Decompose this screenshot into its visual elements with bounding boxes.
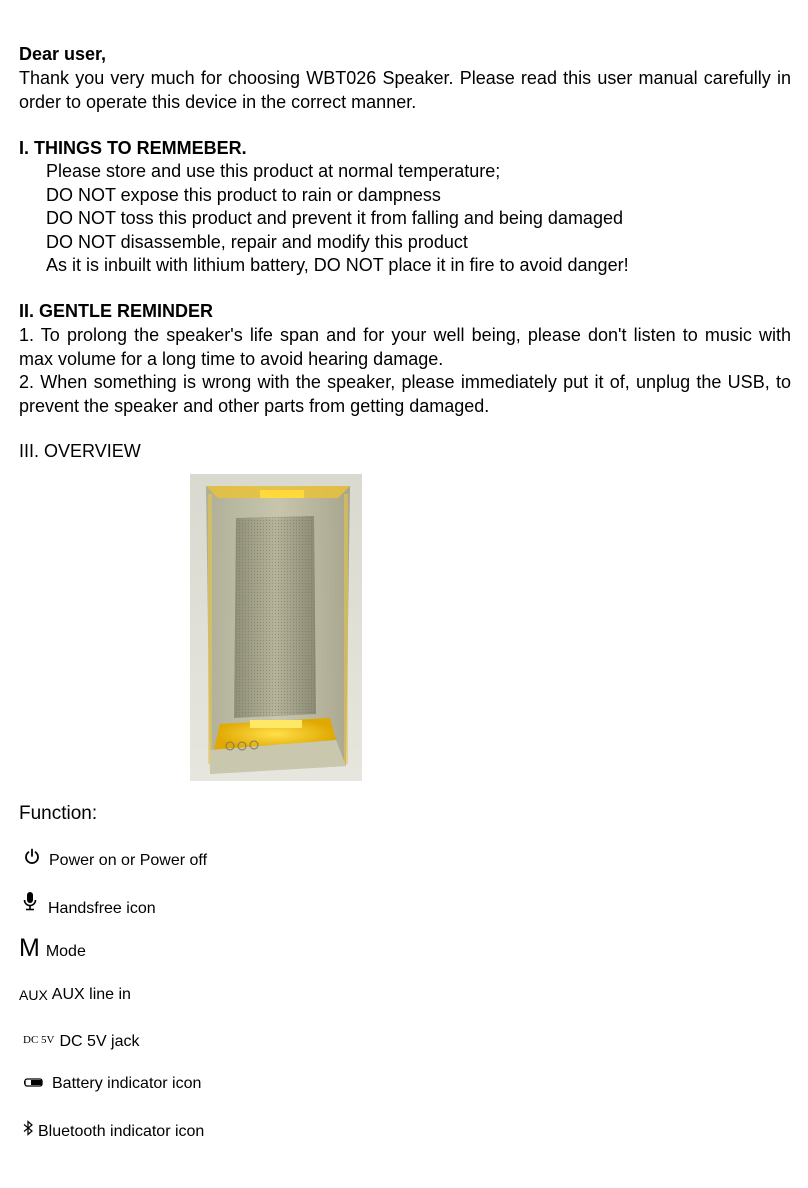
function-label: AUX line in xyxy=(51,986,131,1003)
section-1-heading: I. THINGS TO REMMEBER. xyxy=(19,138,247,158)
section-2-heading: II. GENTLE REMINDER xyxy=(19,301,214,321)
function-item xyxy=(19,891,156,918)
list-item: As it is inbuilt with lithium battery, DO NOT place it in fire to avoid danger! xyxy=(46,255,629,275)
function-item xyxy=(19,935,86,961)
reminder-item: 1. To prolong the speaker's life span and for your well being, please don't listen to music with max volume for a long time to avoid hearing damage. xyxy=(19,325,791,369)
function-item xyxy=(19,848,207,870)
function-label: DC 5V jack xyxy=(59,1033,140,1050)
function-label: Mode xyxy=(45,943,86,960)
intro-paragraph: Thank you very much for choosing WBT026 Speaker. Please read this user manual carefully in order to operate this device in the correct manner. xyxy=(19,68,791,112)
aux-icon: AUX xyxy=(19,987,48,1003)
greeting: Dear user, xyxy=(19,44,107,64)
list-item: DO NOT disassemble, repair and modify this product xyxy=(46,231,468,252)
mode-icon: M xyxy=(19,934,40,962)
battery-icon xyxy=(24,1075,44,1093)
function-label: Bluetooth indicator icon xyxy=(38,1123,205,1140)
function-label: Handsfree icon xyxy=(48,900,156,917)
dc-5v-icon: DC 5V xyxy=(23,1034,55,1046)
reminder-item: 2. When something is wrong with the speaker, please immediately put it of, unplug the USB, to prevent the speaker and other parts from getting damaged. xyxy=(19,372,791,416)
power-icon xyxy=(24,848,40,870)
bluetooth-icon xyxy=(22,1120,34,1141)
function-label: Power on or Power off xyxy=(49,852,208,869)
function-label: Battery indicator icon xyxy=(52,1075,202,1092)
list-item: DO NOT expose this product to rain or dampness xyxy=(46,184,441,205)
function-item xyxy=(19,1120,204,1141)
list-item: Please store and use this product at normal temperature; xyxy=(46,161,501,181)
function-title: Function: xyxy=(19,803,98,824)
microphone-icon xyxy=(22,891,38,918)
list-item: DO NOT toss this product and prevent it from falling and being damaged xyxy=(46,208,623,228)
section-1-list xyxy=(19,160,808,278)
speaker-product-image xyxy=(190,474,362,781)
function-item xyxy=(19,1075,201,1093)
function-item xyxy=(19,986,131,1004)
function-item xyxy=(19,1033,140,1051)
section-3-heading: III. OVERVIEW xyxy=(19,441,141,461)
